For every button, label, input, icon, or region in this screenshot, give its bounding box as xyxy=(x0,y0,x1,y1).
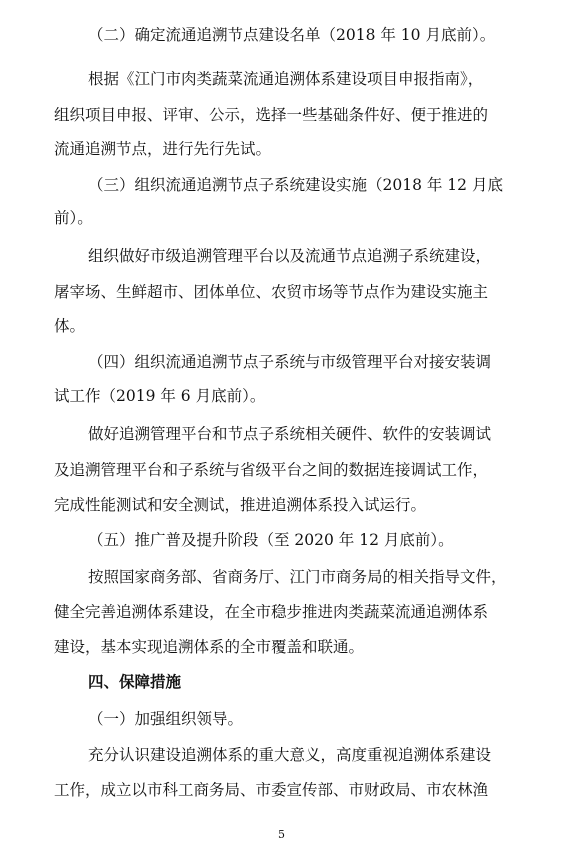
paragraph-line: 组织做好市级追溯管理平台以及流通节点追溯子系统建设， xyxy=(88,247,492,265)
paragraph-line: 屠宰场、生鲜超市、团体单位、农贸市场等节点作为建设实施主 xyxy=(54,283,489,301)
paragraph-line: 及追溯管理平台和子系统与省级平台之间的数据连接调试工作， xyxy=(54,461,489,479)
subheading-5: （五）推广普及提升阶段（至 2020 年 12 月底前）。 xyxy=(88,531,454,549)
paragraph-line: 做好追溯管理平台和节点子系统相关硬件、软件的安装调试 xyxy=(88,425,492,443)
subheading-4: （四）组织流通追溯节点子系统与市级管理平台对接安装调 xyxy=(88,353,492,371)
subheading-3-cont: 前）。 xyxy=(54,209,93,227)
subheading-3: （三）组织流通追溯节点子系统建设实施（2018 年 12 月底 xyxy=(88,176,503,194)
paragraph-line: 充分认识建设追溯体系的重大意义，高度重视追溯体系建设 xyxy=(88,746,492,764)
paragraph-line: 组织项目申报、评审、公示，选择一些基础条件好、便于推进的 xyxy=(54,106,489,124)
paragraph-line: 体。 xyxy=(54,317,86,335)
paragraph-line: 健全完善追溯体系建设，在全市稳步推进肉类蔬菜流通追溯体系 xyxy=(54,603,489,621)
paragraph-line: 建设，基本实现追溯体系的全市覆盖和联通。 xyxy=(54,638,365,656)
paragraph-line: 完成性能测试和安全测试，推进追溯体系投入试运行。 xyxy=(54,496,427,514)
paragraph-line: 流通追溯节点，进行先行先试。 xyxy=(54,140,272,158)
paragraph-line: 按照国家商务部、省商务厅、江门市商务局的相关指导文件， xyxy=(88,568,507,586)
subheading-2: （二）确定流通追溯节点建设名单（2018 年 10 月底前）。 xyxy=(88,26,496,44)
page-number: 5 xyxy=(278,828,285,841)
section-heading: 四、保障措施 xyxy=(88,673,182,691)
subheading-1: （一）加强组织领导。 xyxy=(88,710,244,728)
paragraph-line: 根据《江门市肉类蔬菜流通追溯体系建设项目申报指南》， xyxy=(88,70,484,88)
subheading-4-cont: 试工作（2019 年 6 月底前）。 xyxy=(54,387,266,405)
paragraph-line: 工作，成立以市科工商务局、市委宣传部、市财政局、市农林渔 xyxy=(54,781,489,799)
